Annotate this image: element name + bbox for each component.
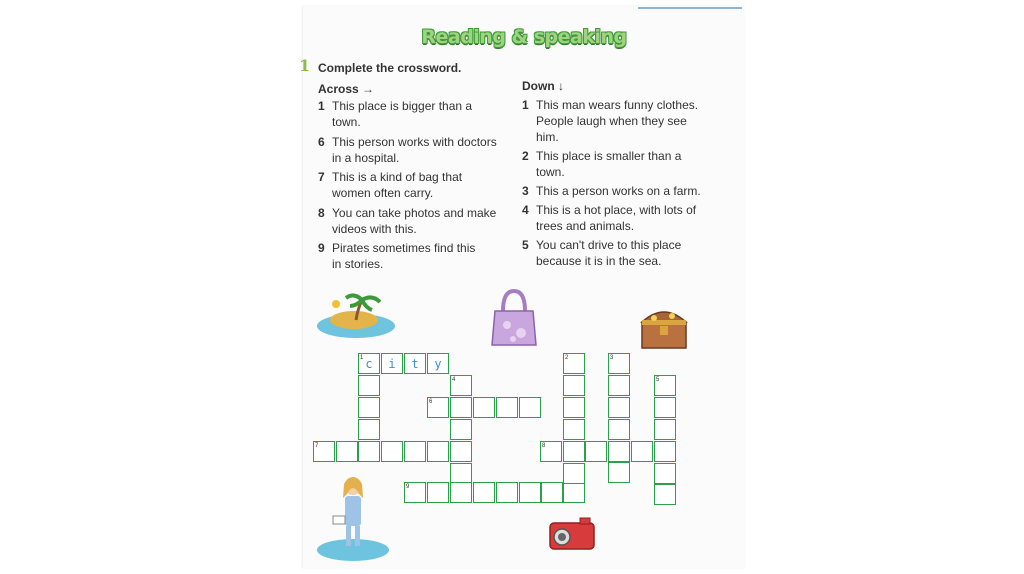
crossword-cell[interactable] — [358, 441, 380, 462]
down-clue — [522, 237, 722, 269]
crossword-cell[interactable] — [563, 375, 585, 396]
crossword-cell[interactable] — [473, 397, 495, 418]
clue-text: You can't drive to this place because it is in the sea. — [536, 238, 682, 268]
across-clue — [318, 169, 488, 201]
crossword-cell[interactable] — [358, 397, 380, 418]
crossword-cell[interactable] — [654, 441, 676, 462]
clue-number: 2 — [522, 149, 529, 163]
clue-text: This man wears funny clothes. People laugh when they see him. — [536, 98, 699, 144]
clue-text: This is a kind of bag that women often carry. — [332, 170, 463, 200]
crossword-cell[interactable] — [381, 441, 403, 462]
top-rule — [638, 7, 742, 9]
cell-number: 1 — [360, 355, 364, 361]
cell-number: 2 — [565, 355, 569, 361]
nurse-icon — [315, 472, 391, 562]
crossword-cell[interactable] — [450, 482, 472, 503]
down-heading: Down ↓ — [522, 79, 564, 93]
cell-number: 7 — [315, 443, 319, 449]
cell-letter: y — [434, 357, 442, 371]
crossword-cell[interactable] — [654, 484, 676, 505]
crossword-cell[interactable] — [336, 441, 358, 462]
crossword-cell[interactable] — [563, 397, 585, 418]
across-clue — [318, 240, 488, 272]
clue-text: This place is smaller than a town. — [536, 149, 682, 179]
crossword-cell[interactable] — [608, 441, 630, 462]
across-clue — [318, 134, 503, 166]
down-clue — [522, 148, 692, 180]
crossword-cell[interactable] — [358, 419, 380, 440]
down-clue — [522, 202, 722, 234]
clue-number: 1 — [522, 98, 529, 112]
crossword-cell[interactable] — [608, 419, 630, 440]
cell-letter: i — [388, 357, 396, 371]
clue-number: 4 — [522, 203, 529, 217]
treasure-chest-icon — [640, 304, 688, 350]
clue-text: This a person works on a farm. — [536, 184, 701, 198]
clue-number: 7 — [318, 170, 325, 184]
crossword-cell[interactable] — [654, 397, 676, 418]
clue-number: 3 — [522, 184, 529, 198]
crossword-cell[interactable] — [358, 375, 380, 396]
cell-number: 3 — [610, 355, 614, 361]
crossword-cell[interactable] — [496, 397, 518, 418]
crossword-cell[interactable] — [563, 463, 585, 484]
handbag-icon — [491, 287, 537, 349]
cell-letter: c — [365, 357, 373, 371]
crossword-cell[interactable] — [563, 482, 585, 503]
cell-number: 9 — [406, 484, 410, 490]
crossword-cell[interactable] — [450, 441, 472, 462]
crossword-cell[interactable] — [519, 482, 541, 503]
across-clue — [318, 205, 503, 237]
clue-number: 5 — [522, 238, 529, 252]
crossword-cell[interactable] — [585, 441, 607, 462]
down-clue — [522, 97, 712, 145]
cell-number: 6 — [429, 399, 433, 405]
crossword-cell[interactable] — [541, 482, 563, 503]
crossword-cell[interactable] — [427, 482, 449, 503]
crossword-cell[interactable] — [404, 441, 426, 462]
crossword-cell[interactable] — [563, 441, 585, 462]
crossword-cell[interactable] — [427, 441, 449, 462]
crossword-cell[interactable] — [654, 463, 676, 484]
crossword-cell[interactable] — [496, 482, 518, 503]
across-clue — [318, 98, 488, 130]
clue-number: 1 — [318, 99, 325, 113]
crossword-cell[interactable] — [450, 419, 472, 440]
clue-number: 9 — [318, 241, 325, 255]
cell-letter: t — [411, 357, 419, 371]
page-title: Reading & speaking — [421, 26, 627, 48]
clue-text: This place is bigger than a town. — [332, 99, 473, 129]
exercise-instruction: Complete the crossword. — [318, 61, 462, 75]
exercise-number: 1 — [299, 56, 311, 75]
crossword-cell[interactable] — [608, 397, 630, 418]
camera-icon — [548, 515, 596, 551]
cell-number: 5 — [656, 377, 660, 383]
clue-number: 6 — [318, 135, 325, 149]
clue-text: You can take photos and make videos with this. — [332, 206, 497, 236]
clue-number: 8 — [318, 206, 325, 220]
down-clue — [522, 183, 722, 199]
clue-text: This person works with doctors in a hospital. — [332, 135, 497, 165]
island-icon — [316, 292, 396, 340]
crossword-cell[interactable] — [450, 463, 472, 484]
clue-text: This is a hot place, with lots of trees and animals. — [536, 203, 697, 233]
crossword-cell[interactable] — [563, 419, 585, 440]
cell-number: 8 — [542, 443, 546, 449]
crossword-cell[interactable] — [631, 441, 653, 462]
crossword-cell[interactable] — [654, 419, 676, 440]
crossword-cell[interactable] — [519, 397, 541, 418]
crossword-cell[interactable] — [450, 397, 472, 418]
crossword-cell[interactable] — [608, 462, 630, 483]
across-heading: Across → — [318, 82, 375, 96]
cell-number: 4 — [452, 377, 456, 383]
crossword-cell[interactable] — [473, 482, 495, 503]
clue-text: Pirates sometimes find this in stories. — [332, 241, 476, 271]
crossword-cell[interactable] — [608, 375, 630, 396]
